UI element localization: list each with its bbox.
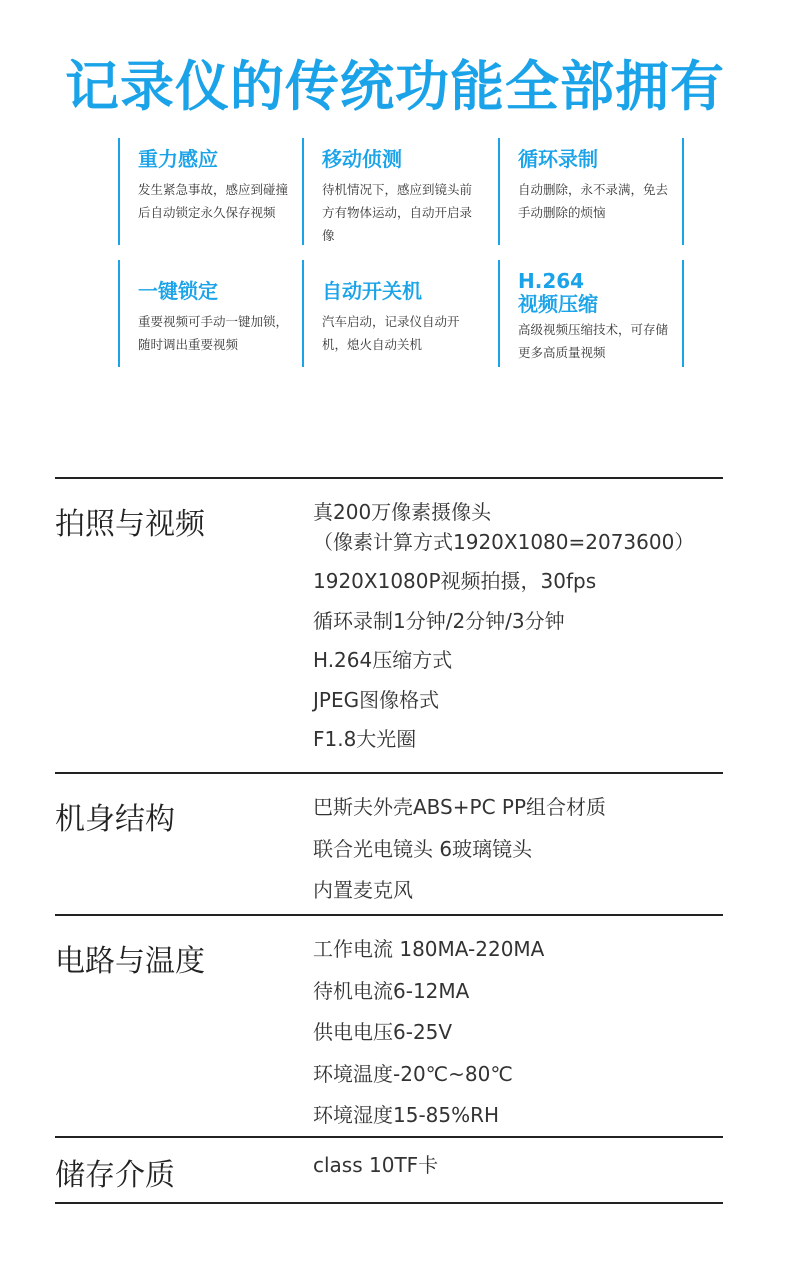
spec-category: 电路与温度: [55, 944, 205, 979]
spec-lines: [313, 493, 694, 760]
page-headline: 记录仪的传统功能全部拥有: [65, 55, 725, 118]
feature-title-line: 视频压缩: [518, 292, 598, 316]
feature-h264-compression: [498, 260, 684, 367]
spec-line: 工作电流 180MA-220MA: [313, 937, 545, 961]
spec-line: 环境湿度15-85%RH: [313, 1103, 500, 1127]
spec-line: class 10TF卡: [313, 1153, 439, 1177]
spec-line: 真200万像素摄像头: [313, 500, 492, 524]
spec-category: 储存介质: [55, 1158, 175, 1193]
feature-loop-recording: [498, 138, 684, 245]
feature-desc: 汽车启动，记录仪自动开机，熄火自动关机: [322, 314, 460, 352]
spec-lines: [313, 788, 606, 911]
spec-category: 拍照与视频: [55, 507, 205, 542]
spec-section-body-structure: [55, 772, 723, 916]
spec-line: 巴斯夫外壳ABS+PC PP组合材质: [313, 795, 607, 819]
spec-section-storage: [55, 1136, 723, 1204]
feature-motion-detection: [302, 138, 499, 245]
feature-auto-power: [302, 260, 499, 367]
spec-line: 内置麦克风: [313, 878, 413, 902]
feature-desc: 重要视频可手动一键加锁，随时调出重要视频: [138, 314, 289, 352]
spec-line: 供电电压6-25V: [313, 1020, 453, 1044]
spec-lines: [313, 930, 544, 1136]
spec-line: （像素计算方式1920X1080=2073600）: [313, 529, 695, 554]
spec-line: 环境温度-20℃~80℃: [313, 1061, 513, 1086]
spec-line: F1.8大光圈: [313, 727, 417, 751]
spec-section-photo-video: [55, 477, 723, 774]
spec-line: JPEG图像格式: [313, 687, 440, 712]
feature-desc: 发生紧急事故，感应到碰撞后自动锁定永久保存视频: [138, 182, 289, 220]
spec-line: 联合光电镜头 6玻璃镜头: [313, 836, 533, 861]
feature-desc: 自动删除，永不录满，免去手动删除的烦恼: [518, 182, 669, 220]
spec-section-circuit-temperature: [55, 914, 723, 1138]
feature-title: [518, 270, 682, 316]
spec-line: 1920X1080P视频拍摄，30fps: [313, 569, 597, 593]
spec-line: 循环录制1分钟/2分钟/3分钟: [313, 608, 565, 633]
feature-title: 循环录制: [518, 147, 598, 171]
feature-title: 移动侦测: [322, 147, 402, 171]
feature-title: 重力感应: [138, 147, 218, 171]
feature-title: 一键锁定: [138, 279, 218, 303]
spec-line: H.264压缩方式: [313, 648, 453, 672]
spec-category: 机身结构: [55, 802, 175, 837]
feature-one-key-lock: [118, 260, 303, 367]
feature-gravity-sensor: [118, 138, 303, 245]
feature-desc: 待机情况下，感应到镜头前方有物体运动，自动开启录像: [322, 182, 473, 243]
feature-title-line: H.264: [518, 269, 585, 293]
spec-line: 待机电流6-12MA: [313, 978, 470, 1003]
feature-desc: 高级视频压缩技术，可存储更多高质量视频: [518, 322, 669, 360]
spec-lines: [313, 1146, 438, 1186]
feature-title: 自动开关机: [322, 279, 422, 303]
